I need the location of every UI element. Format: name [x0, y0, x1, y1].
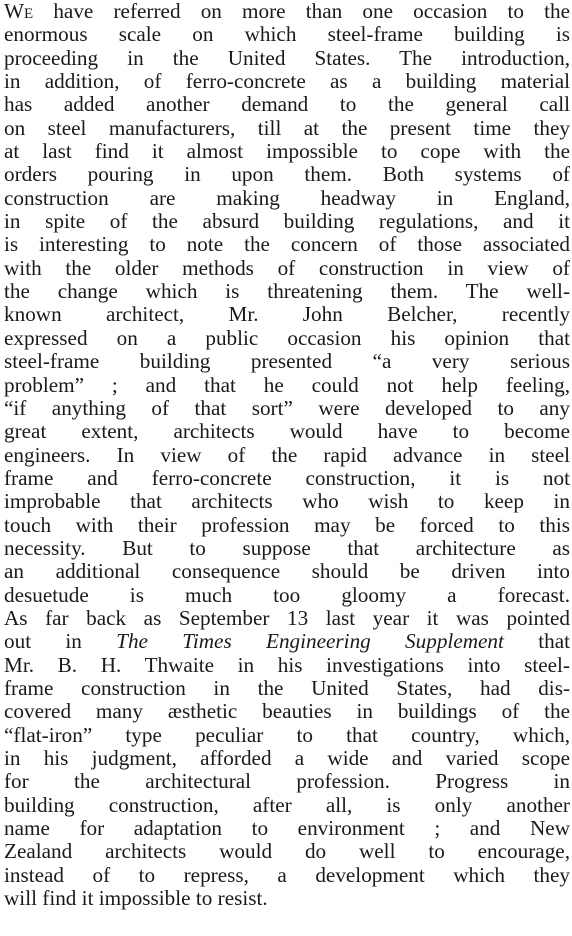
text-line: construction are making headway in England,: [4, 186, 570, 210]
text-line: with the older methods of construction in view of: [4, 256, 570, 280]
text-line: desuetude is much too gloomy a forecast.: [4, 583, 570, 607]
article-body: [4, 0, 570, 910]
text-line: steel-frame building presented “a very serious: [4, 350, 570, 374]
text-line: is interesting to note the concern of those associated: [4, 233, 570, 257]
text-line: building construction, after all, is only another: [4, 793, 570, 817]
text-line: “if anything of that sort” were developed to any: [4, 396, 570, 420]
text-line: the change which is threatening them. The well-: [4, 280, 570, 304]
text-line: As far back as September 13 last year it was pointed: [4, 606, 570, 630]
text-line: problem” ; and that he could not help feeling,: [4, 373, 570, 397]
text-line: great extent, architects would have to become: [4, 420, 570, 444]
text-line: in addition, of ferro-concrete as a building material: [4, 70, 570, 94]
text-line: Mr. B. H. Thwaite in his investigations into steel-: [4, 653, 570, 677]
text-line: Zealand architects would do well to encourage,: [4, 840, 570, 864]
text-line: expressed on a public occasion his opinion that: [4, 326, 570, 350]
text-line: covered many æsthetic beauties in buildings of the: [4, 700, 570, 724]
text-line-last: will find it impossible to resist.: [4, 887, 268, 911]
text-line: has added another demand to the general call: [4, 93, 570, 117]
text-line: orders pouring in upon them. Both systems of: [4, 163, 570, 187]
text-line: in his judgment, afforded a wide and varied scope: [4, 747, 570, 770]
text-line: touch with their profession may be forced to this: [4, 513, 570, 537]
text-line: proceeding in the United States. The introduction,: [4, 46, 570, 70]
publication-title: The Times Engineering Supplement: [116, 630, 504, 654]
text-line: necessity. But to suppose that architecture as: [4, 536, 570, 560]
text-line: frame construction in the United States, had dis-: [4, 676, 570, 700]
text-line: engineers. In view of the rapid advance in steel: [4, 443, 570, 467]
text-line: name for adaptation to environment ; and New: [4, 817, 570, 841]
text-line: for the architectural profession. Progress in: [4, 770, 570, 794]
text-line: in spite of the absurd building regulations, and it: [4, 210, 570, 234]
text-line: enormous scale on which steel-frame building is: [4, 23, 570, 47]
text-line: at last find it almost impossible to cope with the: [4, 140, 570, 164]
text-line: improbable that architects who wish to keep in: [4, 490, 570, 514]
drop-lead-word: We: [4, 0, 34, 23]
text-line: on steel manufacturers, till at the present time they: [4, 116, 570, 140]
text-line: an additional consequence should be driven into: [4, 560, 570, 584]
text-line: known architect, Mr. John Belcher, recently: [4, 303, 570, 327]
text-line: out in The Times Engineering Supplement that: [4, 630, 570, 654]
text-line: We have referred on more than one occasion to the: [4, 0, 570, 23]
text-line: frame and ferro-concrete construction, it is not: [4, 466, 570, 490]
text-line: “flat-iron” type peculiar to that country, which,: [4, 723, 570, 747]
text-line: instead of to repress, a development which they: [4, 863, 570, 887]
